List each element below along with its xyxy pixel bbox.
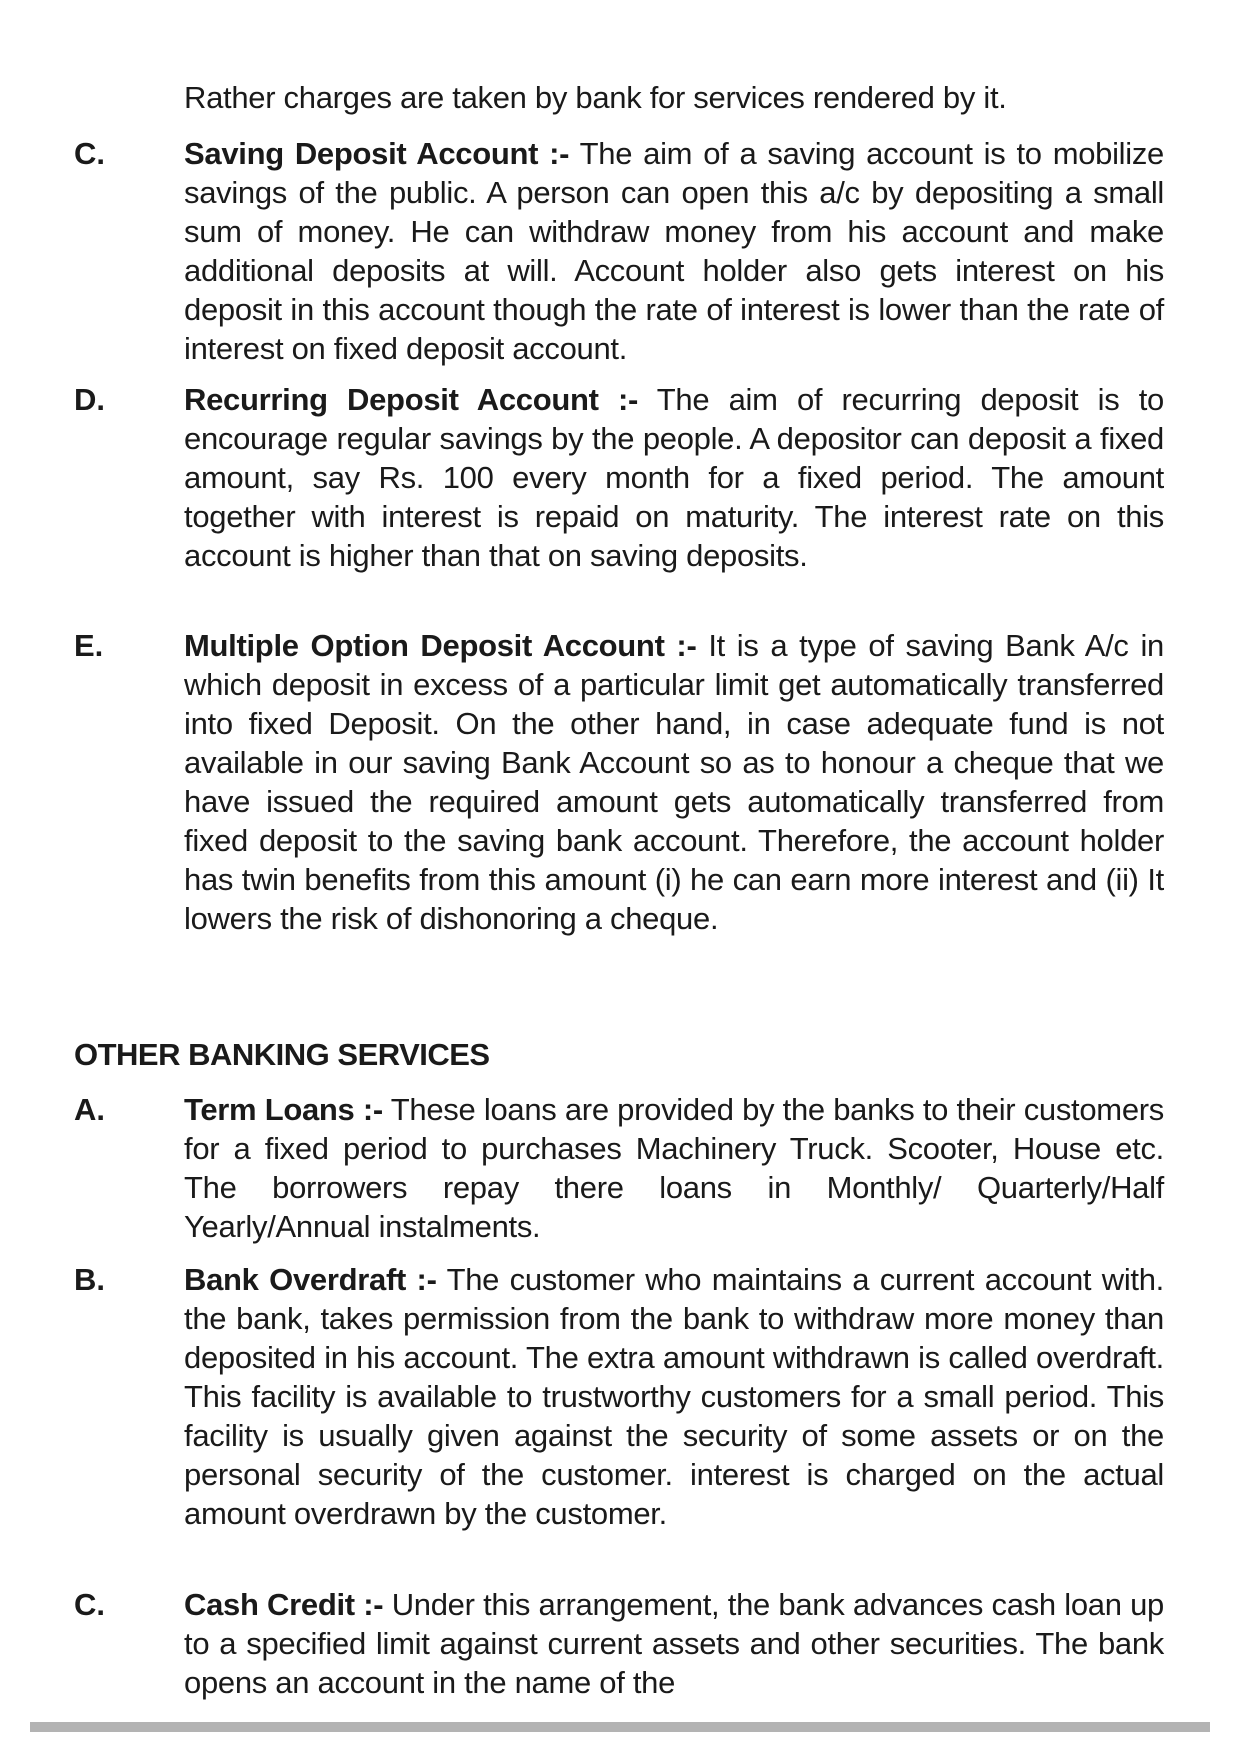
item-body [184,1260,1164,1533]
item-term: Term Loans :- [184,1092,383,1127]
item-term: Bank Overdraft :- [184,1262,437,1297]
item-text: The aim of recurring deposit is to encourage regular savings by the people. A depositor can deposit a fixed amount, say Rs. 100 every month for a fixed period. The amount together with interest is repaid on maturity. The interest rate on this account is higher than that on saving deposits. [184,382,1164,573]
item-body [184,134,1164,368]
list-item-multiple-option-deposit [74,626,1164,938]
item-letter: A. [74,1092,105,1127]
item-body [184,1585,1164,1702]
page-bottom-divider [30,1722,1210,1732]
list-item-recurring-deposit [74,380,1164,575]
item-term: Saving Deposit Account :- [184,136,570,171]
item-letter: D. [74,382,105,417]
item-letter: B. [74,1262,105,1297]
item-term: Cash Credit :- [184,1587,384,1622]
item-letter: E. [74,628,104,663]
section-heading: OTHER BANKING SERVICES [74,1037,490,1072]
item-letter: C. [74,1587,105,1622]
item-text: The customer who maintains a current account with. the bank, takes permission from the bank to withdraw more money than deposited in his account. The extra amount withdrawn is called overdraft. This facility is available to trustworthy customers for a small period. This facility is usually given against the security of some assets or on the personal security of the customer. interest is charged on the actual amount overdrawn by the customer. [184,1262,1164,1531]
list-item-cash-credit [74,1585,1164,1702]
item-text: Under this arrangement, the bank advances cash loan up to a specified limit against current assets and other securities. The bank opens an account in the name of the [184,1587,1164,1700]
item-body [184,626,1164,938]
item-letter: C. [74,136,105,171]
list-item-bank-overdraft [74,1260,1164,1533]
item-body [184,380,1164,575]
item-text: It is a type of saving Bank A/c in which deposit in excess of a particular limit get automatically transferred into fixed Deposit. On the other hand, in case adequate fund is not available in our saving Bank Account so as to honour a cheque that we have issued the required amount gets automatically transferred from fixed deposit to the saving bank account. Therefore, the account holder has twin benefits from this amount (i) he can earn more interest and (ii) It lowers the risk of dishonoring a cheque. [184,628,1164,936]
item-term: Recurring Deposit Account :- [184,382,639,417]
intro-continuation-text: Rather charges are taken by bank for services rendered by it. [184,80,1007,115]
item-text: The aim of a saving account is to mobilize savings of the public. A person can open this a/c by depositing a small sum of money. He can withdraw money from his account and make additional deposits at will. Account holder also gets interest on his deposit in this account though the rate of interest is lower than the rate of interest on fixed deposit account. [184,136,1164,366]
item-term: Multiple Option Deposit Account :- [184,628,697,663]
list-item-saving-deposit [74,134,1164,368]
item-text: These loans are provided by the banks to their customers for a fixed period to purchases Machinery Truck. Scooter, House etc. The borrowers repay there loans in Monthly/ Quarterly/Half Yearly/Annual instalments. [184,1092,1164,1244]
item-body [184,1090,1164,1246]
list-item-term-loans [74,1090,1164,1246]
